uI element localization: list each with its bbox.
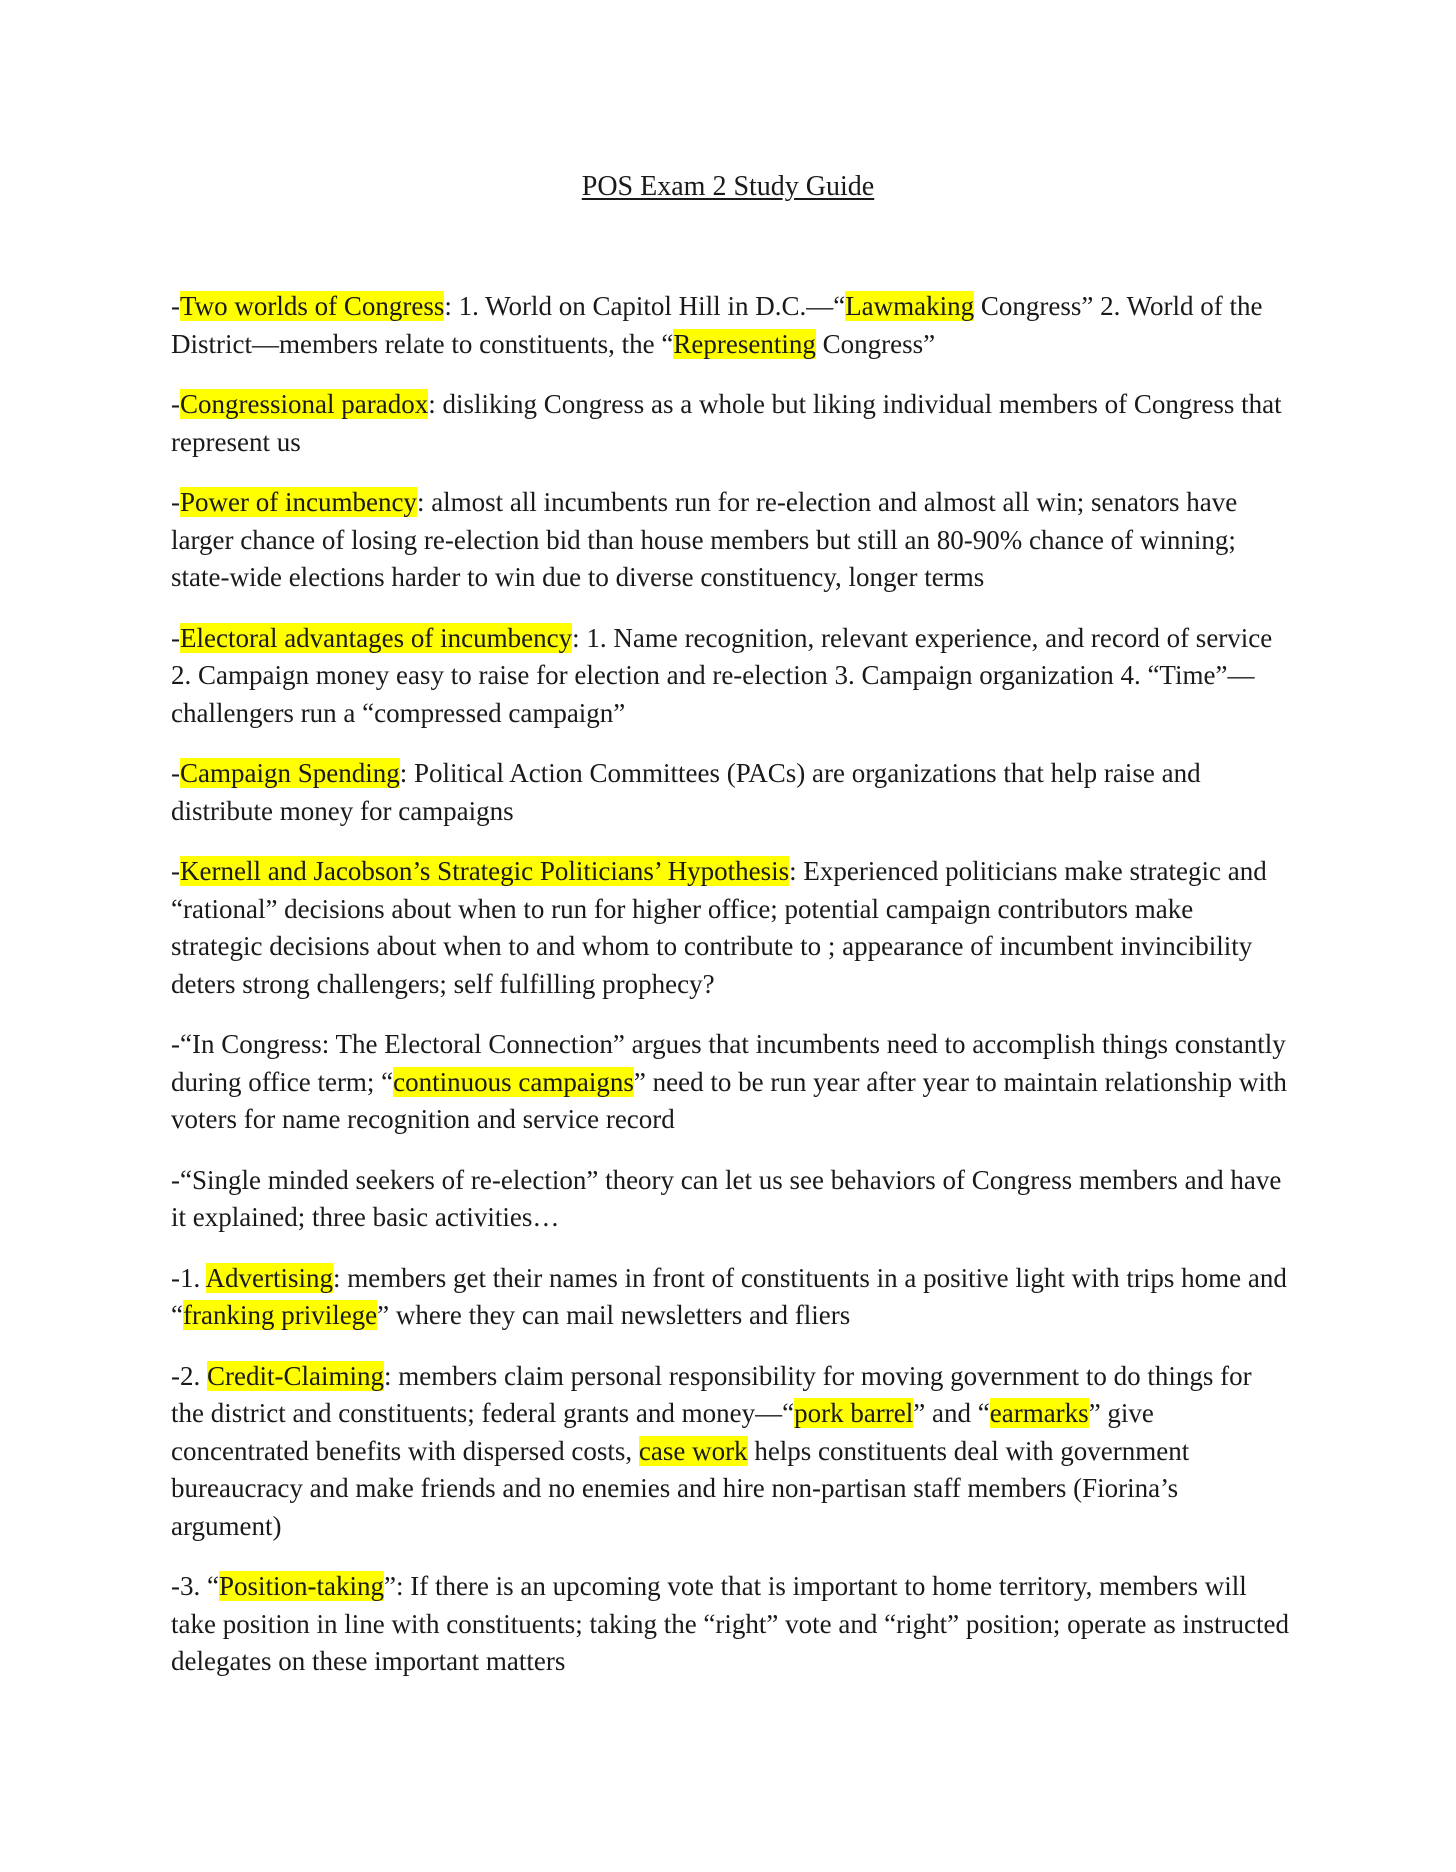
paragraph-text: -“In Congress: The Electoral Connection” argues that incumbents need to accomplish things constantly during office term; “: [171, 1029, 1286, 1097]
paragraph-text: -1.: [171, 1262, 206, 1293]
paragraph-text: : Experienced politicians make strategic and “rational” decisions about when to run for higher office; potential campaign contributors make strategic decisions about when to and whom to contribute to ; appearance of incumbent invincibility deters strong challengers; self fulfilling prophecy?: [171, 856, 1267, 999]
paragraph-text: -: [171, 856, 180, 886]
highlighted-term: Position-taking: [218, 1571, 384, 1601]
paragraph-text: -: [171, 487, 180, 517]
highlighted-term: Advertising: [205, 1262, 334, 1293]
highlighted-term: case work: [638, 1435, 748, 1466]
highlighted-term: Kernell and Jacobson’s Strategic Politicians’ Hypothesis: [180, 856, 790, 886]
paragraph-text: Congress”: [815, 328, 936, 359]
paragraph-text: -3. “: [171, 1571, 219, 1601]
highlighted-term: Representing: [673, 328, 816, 359]
highlighted-term: Electoral advantages of incumbency: [180, 622, 573, 653]
paragraph-3: [171, 484, 1291, 597]
document-body: [171, 288, 1291, 1704]
highlighted-term: Lawmaking: [845, 291, 975, 321]
paragraph-text: -: [171, 758, 180, 788]
highlighted-term: pork barrel: [794, 1398, 914, 1428]
paragraph-11: [171, 1568, 1291, 1681]
paragraph-text: -: [171, 622, 180, 653]
highlighted-term: Power of incumbency: [180, 487, 417, 517]
highlighted-term: Congressional paradox: [180, 389, 429, 419]
paragraph-text: : disliking Congress as a whole but liking individual members of Congress that represent us: [171, 389, 1282, 457]
paragraph-text: ” and “: [913, 1398, 990, 1428]
paragraph-1: [171, 288, 1291, 363]
document-title: POS Exam 2 Study Guide: [581, 171, 875, 202]
highlighted-term: earmarks: [989, 1398, 1089, 1428]
paragraph-text: : Political Action Committees (PACs) are organizations that help raise and distribute money for campaigns: [171, 758, 1201, 826]
paragraph-text: -: [171, 389, 180, 419]
paragraph-text: -2.: [171, 1360, 207, 1391]
highlighted-term: franking privilege: [182, 1300, 378, 1330]
paragraph-text: Congress” 2. World of the District—members relate to constituents, the “: [171, 291, 1263, 359]
paragraph-4: [171, 620, 1291, 733]
paragraph-7: [171, 1026, 1291, 1139]
paragraph-text: : almost all incumbents run for re-election and almost all win; senators have larger chance of losing re-election bid than house members but still an 80-90% chance of winning; state-wide elections harder to win due to diverse constituency, longer terms: [171, 487, 1238, 592]
paragraph-6: [171, 853, 1291, 1003]
paragraph-text: : members get their names in front of constituents in a positive light with trips home and “: [171, 1262, 1287, 1330]
paragraph-text: ” where they can mail newsletters and fliers: [377, 1300, 851, 1330]
paragraph-text: : 1. World on Capitol Hill in D.C.—“: [444, 291, 846, 321]
paragraph-text: helps constituents deal with government bureaucracy and make friends and no enemies and hire non-partisan staff members (Fiorina’s argument): [171, 1435, 1190, 1541]
paragraph-2: [171, 386, 1291, 461]
paragraph-text: -“Single minded seekers of re-election” theory can let us see behaviors of Congress members and have it explained; three basic activities…: [171, 1164, 1282, 1232]
highlighted-term: Two worlds of Congress: [180, 291, 445, 321]
highlighted-term: Campaign Spending: [180, 758, 400, 788]
paragraph-text: -: [171, 291, 180, 321]
paragraph-text: : 1. Name recognition, relevant experience, and record of service 2. Campaign money easy to raise for election and re-election 3. Campaign organization 4. “Time”—challengers run a “compressed campaign”: [171, 622, 1273, 728]
paragraph-5: [171, 755, 1291, 830]
paragraph-text: ” give concentrated benefits with dispersed costs,: [171, 1398, 1154, 1466]
paragraph-8: [171, 1162, 1291, 1237]
paragraph-10: [171, 1358, 1291, 1546]
paragraph-text: ” need to be run year after year to maintain relationship with voters for name recognition and service record: [171, 1066, 1287, 1134]
highlighted-term: Credit-Claiming: [207, 1360, 384, 1391]
paragraph-text: : members claim personal responsibility for moving government to do things for the district and constituents; federal grants and money—“: [171, 1360, 1252, 1428]
paragraph-text: ”: If there is an upcoming vote that is important to home territory, members will take position in line with constituents; taking the “right” vote and “right” position; operate as instructed delegates on these important matters: [171, 1571, 1289, 1676]
highlighted-term: continuous campaigns: [393, 1066, 634, 1097]
paragraph-9: [171, 1260, 1291, 1335]
